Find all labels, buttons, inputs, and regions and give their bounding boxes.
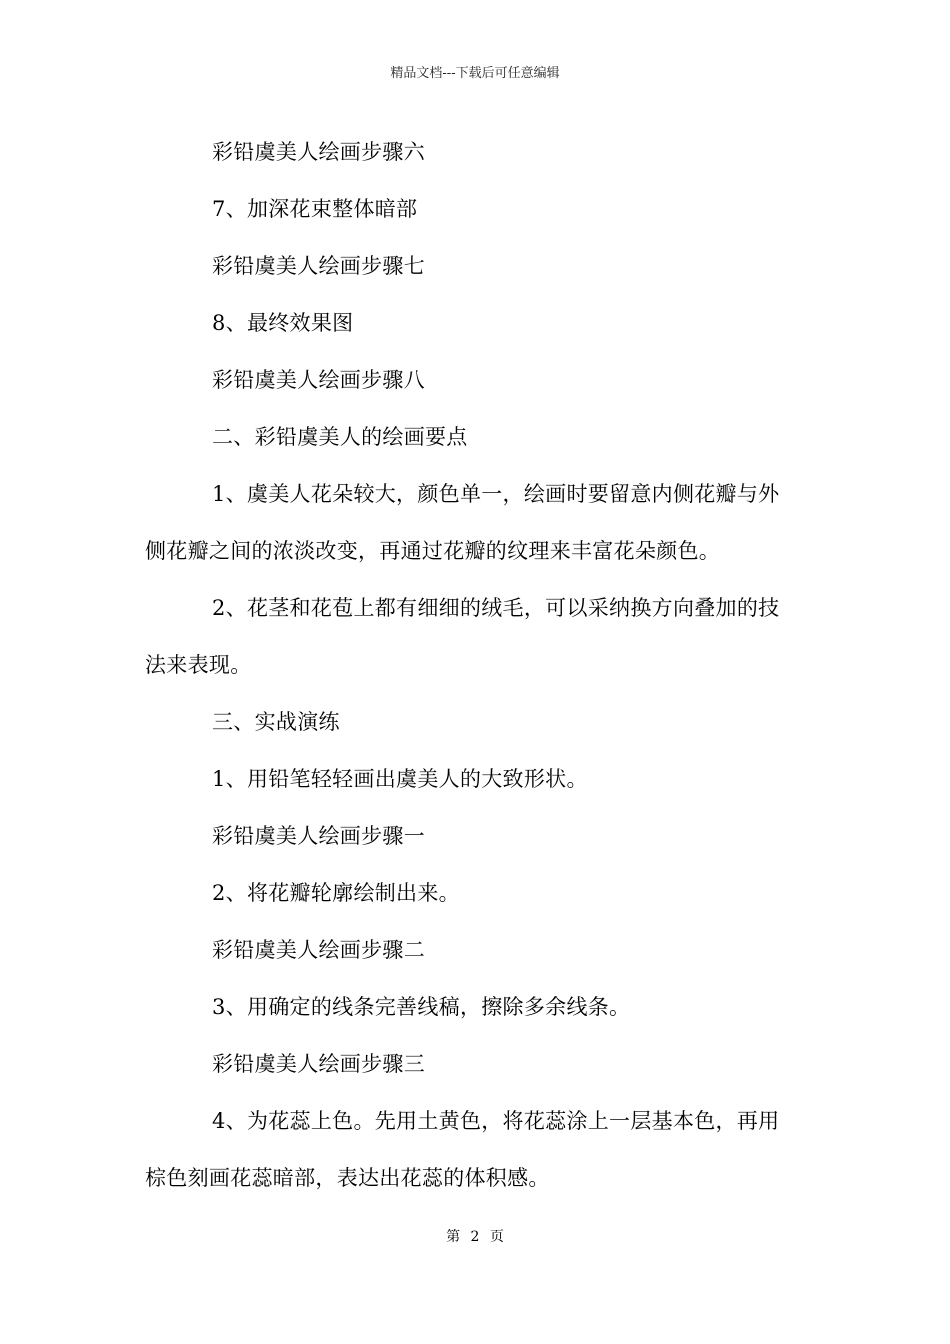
paragraph-line: 法来表现。	[145, 653, 252, 677]
paragraph-line: 2、将花瓣轮廓绘制出来。	[212, 881, 460, 905]
paragraph-line: 彩铅虞美人绘画步骤二	[212, 938, 425, 962]
paragraph-line: 7、加深花束整体暗部	[212, 197, 418, 221]
paragraph-line: 侧花瓣之间的浓淡改变，再通过花瓣的纹理来丰富花朵颜色。	[145, 539, 721, 563]
paragraph-line: 2、花茎和花苞上都有细细的绒毛，可以采纳换方向叠加的技	[212, 596, 780, 620]
page-number-suffix: 页	[489, 1229, 504, 1245]
paragraph-line: 3、用确定的线条完善线稿，擦除多余线条。	[212, 995, 631, 1019]
page-header: 精品文档---下载后可任意编辑	[390, 66, 560, 81]
page-number-prefix: 第	[446, 1229, 461, 1245]
page-number: 2	[470, 1229, 480, 1245]
paragraph-line: 彩铅虞美人绘画步骤八	[212, 368, 425, 392]
paragraph-line: 彩铅虞美人绘画步骤七	[212, 254, 425, 278]
section-heading: 二、彩铅虞美人的绘画要点	[212, 425, 468, 449]
paragraph-line: 1、虞美人花朵较大，颜色单一，绘画时要留意内侧花瓣与外	[212, 482, 780, 506]
section-heading: 三、实战演练	[212, 710, 340, 734]
paragraph-line: 1、用铅笔轻轻画出虞美人的大致形状。	[212, 767, 588, 791]
paragraph-line: 彩铅虞美人绘画步骤六	[212, 140, 425, 164]
paragraph-line: 彩铅虞美人绘画步骤三	[212, 1052, 425, 1076]
paragraph-line: 棕色刻画花蕊暗部，表达出花蕊的体积感。	[145, 1166, 550, 1190]
paragraph-line: 8、最终效果图	[212, 311, 354, 335]
paragraph-line: 彩铅虞美人绘画步骤一	[212, 824, 425, 848]
page-footer	[0, 1228, 950, 1246]
paragraph-line: 4、为花蕊上色。先用土黄色，将花蕊涂上一层基本色，再用	[212, 1109, 780, 1133]
